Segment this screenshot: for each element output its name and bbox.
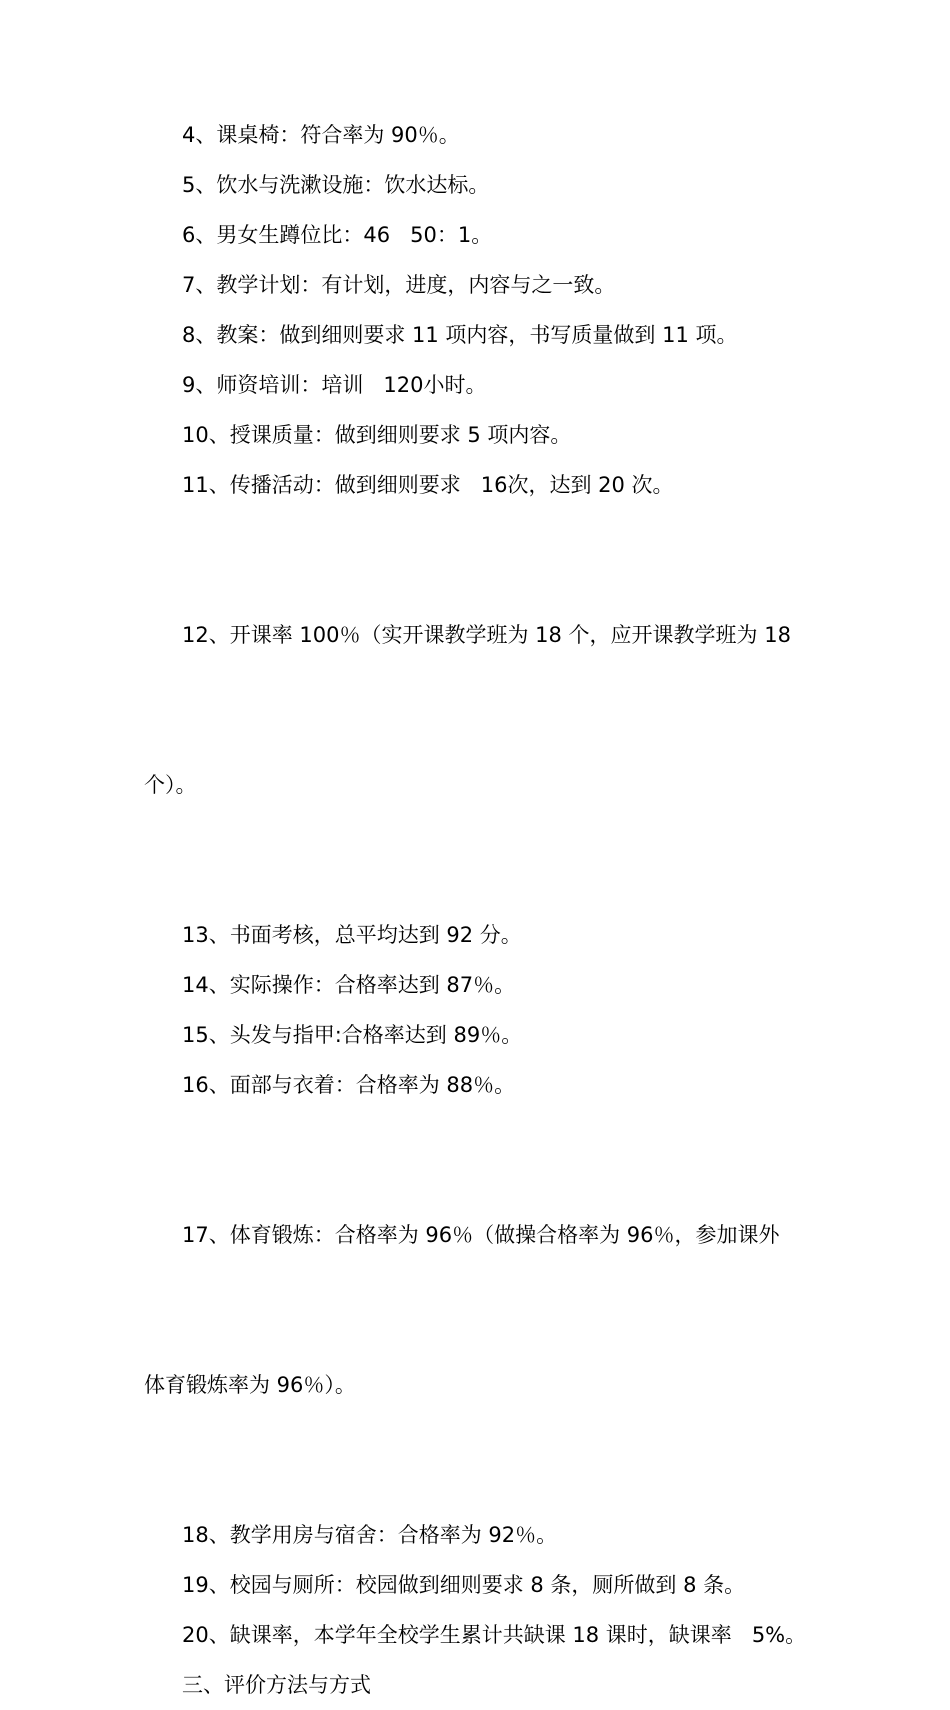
- list-item-4: 4、课桌椅：符合率为 90％。: [182, 123, 460, 147]
- list-item-20: 20、缺课率，本学年全校学生累计共缺课 18 课时，缺课率 5%。: [182, 1623, 807, 1647]
- document-body: [144, 110, 814, 1710]
- list-item-18: 18、教学用房与宿舍：合格率为 92％。: [182, 1523, 558, 1547]
- list-item-16: 16、面部与衣着：合格率为 88％。: [182, 1073, 516, 1097]
- list-item-17-line-1: 17、体育锻炼：合格率为 96％（做操合格率为 96％，参加课外: [182, 1223, 780, 1247]
- list-item-15: 15、头发与指甲:合格率达到 89％。: [182, 1023, 523, 1047]
- list-item-12: [144, 510, 814, 910]
- list-item-13: 13、书面考核，总平均达到 92 分。: [182, 923, 522, 947]
- list-item-10: 10、授课质量：做到细则要求 5 项内容。: [182, 423, 572, 447]
- list-item-8: 8、教案：做到细则要求 11 项内容，书写质量做到 11 项。: [182, 323, 738, 347]
- list-item-19: 19、校园与厕所：校园做到细则要求 8 条，厕所做到 8 条。: [182, 1573, 746, 1597]
- list-item-12-line-2: 个）。: [144, 773, 197, 797]
- section-heading: 三、评价方法与方式: [182, 1673, 371, 1697]
- list-item-17-line-2: 体育锻炼率为 96％）。: [144, 1373, 356, 1397]
- list-item-12-line-1: 12、开课率 100％（实开课教学班为 18 个，应开课教学班为 18: [182, 623, 791, 647]
- list-item-17: [144, 1110, 814, 1510]
- list-item-11: 11、传播活动：做到细则要求 16次，达到 20 次。: [182, 473, 674, 497]
- list-item-9: 9、师资培训：培训 120小时。: [182, 373, 487, 397]
- list-item-6: 6、男女生蹲位比：46 50：1。: [182, 223, 493, 247]
- list-item-7: 7、教学计划：有计划，进度，内容与之一致。: [182, 273, 616, 297]
- list-item-14: 14、实际操作：合格率达到 87％。: [182, 973, 516, 997]
- list-item-5: 5、饮水与洗漱设施：饮水达标。: [182, 173, 490, 197]
